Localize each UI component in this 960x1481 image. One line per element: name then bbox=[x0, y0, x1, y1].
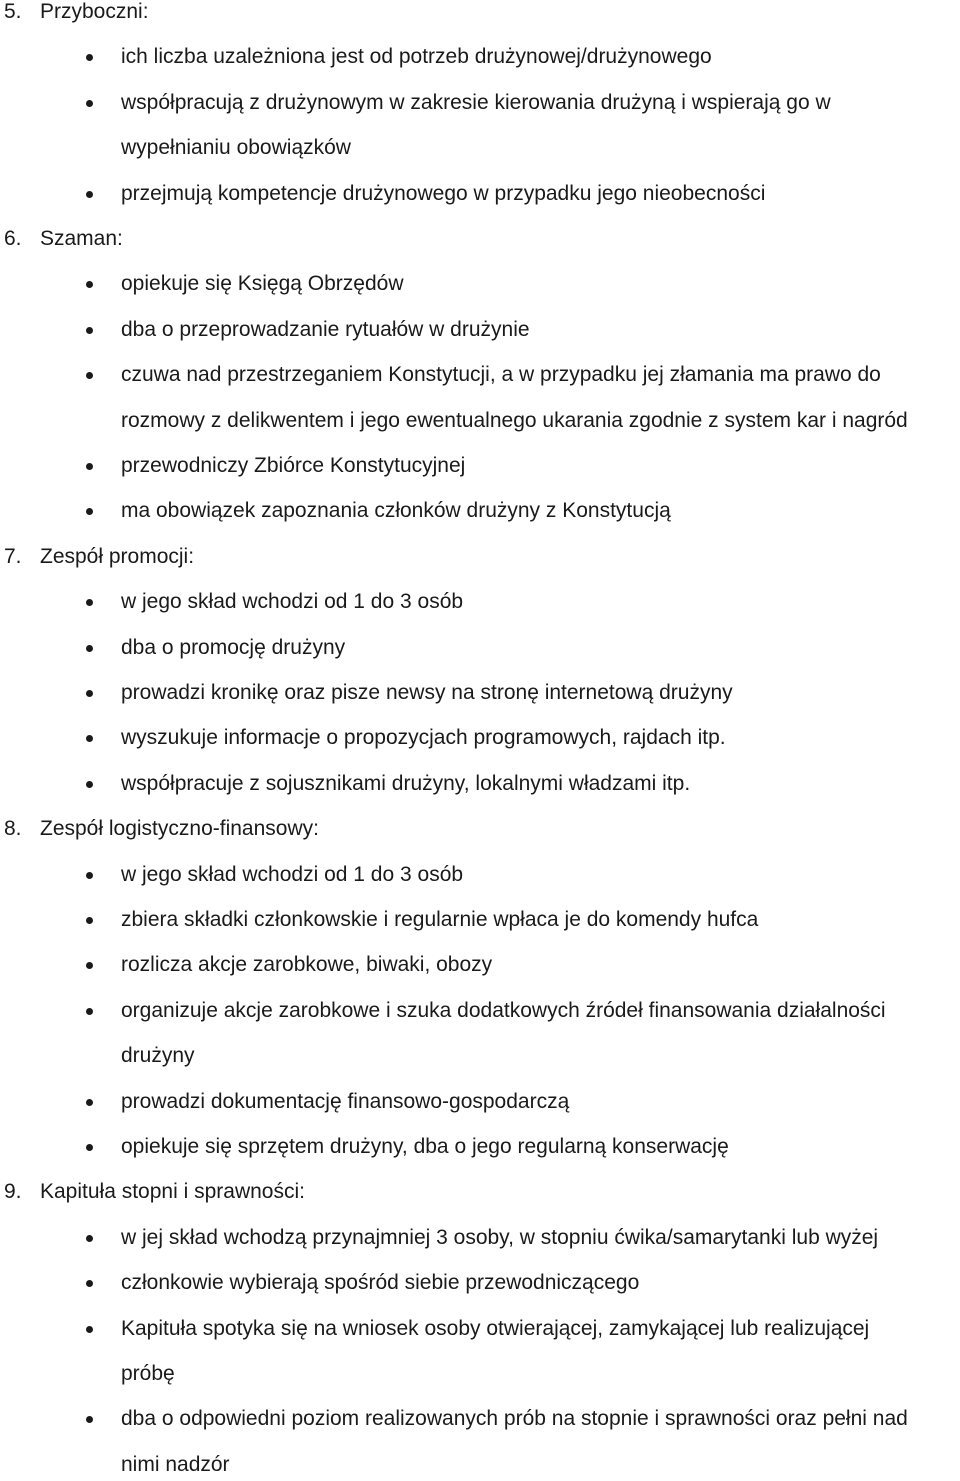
section-title: Kapituła stopni i sprawności: bbox=[40, 1180, 305, 1204]
list-item bbox=[0, 904, 960, 936]
section-title: Zespół promocji: bbox=[40, 544, 195, 568]
list-item-text: próbę bbox=[121, 1362, 175, 1385]
bullet-icon bbox=[86, 54, 93, 61]
section-heading bbox=[0, 1176, 960, 1208]
list-item-text: prowadzi dokumentację finansowo-gospodarczą bbox=[121, 1089, 570, 1113]
section-heading bbox=[0, 223, 960, 255]
list-item bbox=[0, 41, 960, 73]
section-title: Szaman: bbox=[40, 227, 123, 250]
list-item-text: dba o promocję drużyny bbox=[121, 635, 346, 659]
list-item-text: organizuje akcje zarobkowe i szuka dodatkowych źródeł finansowania działalności bbox=[121, 998, 886, 1022]
list-item-continuation bbox=[0, 1040, 960, 1072]
list-item bbox=[0, 949, 960, 981]
bullet-icon bbox=[86, 191, 93, 198]
list-item bbox=[0, 677, 960, 709]
bullet-icon bbox=[86, 962, 93, 969]
section-heading bbox=[0, 0, 960, 28]
list-item bbox=[0, 1086, 960, 1118]
list-item bbox=[0, 768, 960, 800]
list-item bbox=[0, 1403, 960, 1435]
list-item-text: opiekuje się Księgą Obrzędów bbox=[121, 272, 404, 296]
list-item bbox=[0, 1222, 960, 1254]
bullet-icon bbox=[86, 872, 93, 879]
list-item-text: prowadzi kronikę oraz pisze newsy na stronę internetową drużyny bbox=[121, 681, 733, 704]
section-number: 7. bbox=[4, 544, 22, 568]
bullet-icon bbox=[86, 281, 93, 288]
list-item-text: Kapituła spotyka się na wniosek osoby otwierającej, zamykającej lub realizującej bbox=[121, 1316, 870, 1340]
list-item-text: czuwa nad przestrzeganiem Konstytucji, a w przypadku jej złamania ma prawo do bbox=[121, 363, 881, 387]
list-item bbox=[0, 722, 960, 754]
list-item-text: zbiera składki członkowskie i regularnie wpłaca je do komendy hufca bbox=[121, 908, 759, 931]
list-item-text: nimi nadzór bbox=[121, 1452, 230, 1476]
bullet-icon bbox=[86, 917, 93, 924]
list-item-text: ich liczba uzależniona jest od potrzeb drużynowej/drużynowego bbox=[121, 45, 712, 69]
section-title: Przyboczni: bbox=[40, 0, 149, 23]
list-item-text: przejmują kompetencje drużynowego w przypadku jego nieobecności bbox=[121, 181, 766, 205]
section-number: 5. bbox=[4, 0, 22, 23]
section-heading bbox=[0, 813, 960, 845]
list-item bbox=[0, 859, 960, 891]
list-item-text: wypełnianiu obowiązków bbox=[121, 136, 351, 160]
list-item-text: ma obowiązek zapoznania członków drużyny z Konstytucją bbox=[121, 499, 671, 523]
section-number: 8. bbox=[4, 817, 22, 841]
list-item-text: przewodniczy Zbiórce Konstytucyjnej bbox=[121, 454, 466, 477]
list-item bbox=[0, 359, 960, 391]
list-item-continuation bbox=[0, 1358, 960, 1390]
section-number: 6. bbox=[4, 227, 22, 250]
list-item-text: dba o odpowiedni poziom realizowanych prób na stopnie i sprawności oraz pełni nad bbox=[121, 1407, 908, 1431]
section-number: 9. bbox=[4, 1180, 22, 1204]
list-item-text: wyszukuje informacje o propozycjach programowych, rajdach itp. bbox=[121, 726, 726, 750]
list-item bbox=[0, 87, 960, 119]
list-item-continuation bbox=[0, 1449, 960, 1481]
list-item-text: współpracuje z sojusznikami drużyny, lokalnymi władzami itp. bbox=[121, 771, 691, 795]
bullet-icon bbox=[86, 1099, 93, 1106]
list-item-text: członkowie wybierają spośród siebie przewodniczącego bbox=[121, 1271, 640, 1295]
bullet-icon bbox=[86, 327, 93, 334]
bullet-icon bbox=[86, 690, 93, 697]
list-item bbox=[0, 178, 960, 210]
bullet-icon bbox=[86, 463, 93, 470]
list-item-text: opiekuje się sprzętem drużyny, dba o jego regularną konserwację bbox=[121, 1135, 729, 1158]
list-item bbox=[0, 268, 960, 300]
list-item bbox=[0, 495, 960, 527]
list-item bbox=[0, 1131, 960, 1163]
list-item-text: w jej skład wchodzą przynajmniej 3 osoby, w stopniu ćwika/samarytanki lub wyżej bbox=[121, 1225, 879, 1249]
list-item bbox=[0, 314, 960, 346]
bullet-icon bbox=[86, 372, 93, 379]
bullet-icon bbox=[86, 1326, 93, 1333]
list-item bbox=[0, 632, 960, 664]
bullet-icon bbox=[86, 781, 93, 788]
list-item-text: w jego skład wchodzi od 1 do 3 osób bbox=[121, 590, 464, 614]
section-title: Zespół logistyczno-finansowy: bbox=[40, 817, 319, 841]
list-item-text: drużyny bbox=[121, 1044, 195, 1068]
list-item bbox=[0, 450, 960, 482]
list-item-text: dba o przeprowadzanie rytuałów w drużynie bbox=[121, 317, 530, 341]
bullet-icon bbox=[86, 508, 93, 515]
list-item-text: współpracują z drużynowym w zakresie kierowania drużyną i wspierają go w bbox=[121, 90, 831, 114]
list-item bbox=[0, 586, 960, 618]
bullet-icon bbox=[86, 100, 93, 107]
list-item-text: rozlicza akcje zarobkowe, biwaki, obozy bbox=[121, 953, 493, 977]
list-item-text: w jego skład wchodzi od 1 do 3 osób bbox=[121, 862, 464, 886]
bullet-icon bbox=[86, 735, 93, 742]
list-item bbox=[0, 995, 960, 1027]
bullet-icon bbox=[86, 1235, 93, 1242]
list-item bbox=[0, 1267, 960, 1299]
list-item bbox=[0, 1313, 960, 1345]
list-item-continuation bbox=[0, 405, 960, 437]
list-item-text: rozmowy z delikwentem i jego ewentualnego ukarania zgodnie z system kar i nagród bbox=[121, 408, 908, 432]
bullet-icon bbox=[86, 1416, 93, 1423]
section-heading bbox=[0, 541, 960, 573]
bullet-icon bbox=[86, 1144, 93, 1151]
bullet-icon bbox=[86, 599, 93, 606]
bullet-icon bbox=[86, 1008, 93, 1015]
list-item-continuation bbox=[0, 132, 960, 164]
bullet-icon bbox=[86, 645, 93, 652]
bullet-icon bbox=[86, 1280, 93, 1287]
